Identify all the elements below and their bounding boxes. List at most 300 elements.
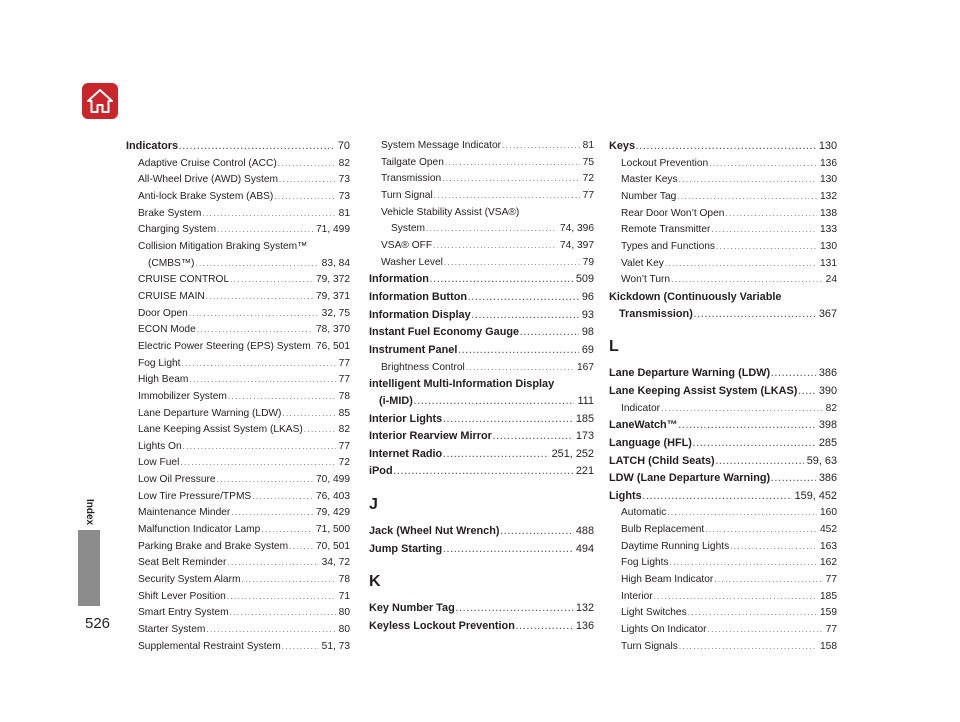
index-entry-page[interactable]: 138: [820, 207, 837, 219]
index-entry-page[interactable]: 251, 252: [551, 447, 594, 460]
dot-leader: [716, 239, 817, 256]
index-entry[interactable]: [369, 155, 594, 172]
index-entry[interactable]: [369, 446, 594, 464]
index-entry-page[interactable]: 70: [337, 140, 350, 152]
index-entry[interactable]: [609, 289, 837, 306]
dot-leader: [206, 622, 335, 639]
index-entry-term: Rear Door Won’t Open: [621, 207, 725, 219]
index-entry[interactable]: [126, 322, 350, 339]
dot-leader: [730, 539, 817, 556]
index-entry[interactable]: [369, 360, 594, 377]
index-entry-term: Charging System: [138, 224, 217, 236]
index-column-3: [609, 138, 837, 655]
index-entry-page[interactable]: 83, 84: [321, 257, 350, 269]
index-entry[interactable]: [126, 555, 350, 572]
index-entry-term: Interior Rearview Mirror: [369, 430, 492, 443]
dot-leader: [230, 605, 336, 622]
index-side-tab[interactable]: [78, 530, 100, 606]
index-entry-page[interactable]: 93: [581, 308, 594, 321]
index-entry-term: High Beam Indicator: [621, 574, 714, 586]
dot-leader: [694, 307, 816, 324]
index-entry-term: Types and Functions: [621, 240, 716, 252]
dot-leader: [705, 522, 817, 539]
index-entry-term: iPod: [369, 465, 393, 478]
index-entry-term: Electric Power Steering (EPS) System: [138, 340, 311, 352]
dot-leader: [643, 489, 792, 506]
index-entry[interactable]: [609, 401, 837, 418]
index-entry-term: Master Keys: [621, 174, 678, 186]
index-entry-term: (i-MID): [379, 394, 413, 407]
index-entry[interactable]: [609, 505, 837, 522]
index-column-2: [369, 138, 594, 636]
index-entry[interactable]: [609, 383, 837, 401]
dot-leader: [217, 472, 313, 489]
index-entry-term: CRUISE MAIN: [138, 290, 205, 302]
index-entry-term: Information Button: [369, 290, 467, 303]
dot-leader: [636, 139, 816, 156]
index-entry[interactable]: [609, 555, 837, 572]
dot-leader: [798, 384, 815, 401]
index-entry[interactable]: [126, 289, 350, 306]
index-entry[interactable]: [126, 138, 350, 156]
dot-leader: [189, 372, 335, 389]
index-entry-page[interactable]: 82: [338, 157, 350, 169]
dot-leader: [282, 406, 335, 423]
index-entry-term: Anti-lock Brake System (ABS): [138, 190, 274, 202]
index-entry[interactable]: [126, 472, 350, 489]
index-entry-page[interactable]: 70, 499: [316, 474, 350, 486]
index-entry[interactable]: [369, 376, 594, 393]
index-entry[interactable]: [369, 523, 594, 541]
index-entry-page[interactable]: 452: [820, 524, 837, 536]
index-entry-term: All-Wheel Drive (AWD) System: [138, 174, 278, 186]
index-entry[interactable]: [609, 539, 837, 556]
index-entry-page[interactable]: 78, 370: [316, 324, 350, 336]
index-entry[interactable]: [609, 435, 837, 453]
index-entry-page[interactable]: 77: [582, 189, 594, 201]
dot-leader: [661, 401, 823, 418]
dot-leader: [671, 272, 823, 289]
index-entry-page[interactable]: 71, 499: [316, 224, 350, 236]
index-entry-term: System: [391, 223, 425, 235]
dot-leader: [312, 339, 313, 356]
index-entry[interactable]: [126, 339, 350, 356]
index-entry-page[interactable]: 80: [338, 607, 350, 619]
index-entry-term: Turn Signal: [381, 189, 433, 201]
index-entry[interactable]: [126, 439, 350, 456]
dot-leader: [458, 343, 579, 360]
index-entry-page[interactable]: 75: [582, 156, 594, 168]
index-entry-term: Bulb Replacement: [621, 524, 705, 536]
index-entry[interactable]: [369, 188, 594, 205]
index-entry[interactable]: [126, 256, 350, 273]
index-letter-heading: L: [609, 338, 619, 356]
dot-leader: [444, 255, 580, 272]
dot-leader: [227, 589, 336, 606]
home-icon: [86, 88, 114, 114]
index-entry-term: Collision Mitigation Braking System™: [138, 240, 308, 252]
index-entry-term: Remote Transmitter: [621, 224, 711, 236]
dot-leader: [217, 222, 313, 239]
dot-leader: [665, 256, 817, 273]
index-entry[interactable]: [369, 255, 594, 272]
index-entry[interactable]: [126, 156, 350, 173]
dot-leader: [472, 308, 579, 325]
index-entry-page[interactable]: 133: [820, 224, 837, 236]
index-entry-page[interactable]: 130: [820, 174, 837, 186]
index-entry[interactable]: [369, 342, 594, 360]
dot-leader: [195, 256, 318, 273]
index-entry-term: Door Open: [138, 307, 188, 319]
index-entry-term: Lane Keeping Assist System (LKAS): [138, 424, 303, 436]
index-entry-page[interactable]: 159, 452: [794, 489, 837, 502]
index-entry[interactable]: [369, 463, 594, 481]
dot-leader: [693, 436, 816, 453]
index-entry-page[interactable]: 185: [820, 590, 837, 602]
index-entry-term: System Message Indicator: [381, 140, 502, 151]
index-entry[interactable]: [126, 372, 350, 389]
index-entry[interactable]: [126, 622, 350, 639]
index-entry-term: (CMBS™): [148, 257, 195, 269]
dot-leader: [180, 455, 335, 472]
index-entry[interactable]: [609, 272, 837, 289]
index-entry-term: intelligent Multi-Information Display: [369, 378, 555, 391]
index-entry-page[interactable]: 77: [338, 440, 350, 452]
index-entry[interactable]: [369, 221, 594, 238]
index-entry[interactable]: [609, 417, 837, 435]
index-entry[interactable]: [609, 222, 837, 239]
index-entry[interactable]: [369, 205, 594, 222]
home-button[interactable]: [82, 83, 118, 119]
index-entry-term: Supplemental Restraint System: [138, 640, 281, 652]
dot-leader: [443, 542, 573, 559]
index-entry[interactable]: [369, 307, 594, 325]
index-entry-page[interactable]: 163: [820, 540, 837, 552]
index-entry-term: Lights On: [138, 440, 182, 452]
index-entry[interactable]: [369, 428, 594, 446]
index-entry-term: Transmission: [381, 173, 442, 185]
index-entry-term: Lights On Indicator: [621, 624, 707, 636]
index-entry-page[interactable]: 130: [818, 140, 837, 152]
index-entry-page[interactable]: 79, 371: [316, 290, 350, 302]
index-entry[interactable]: [126, 389, 350, 406]
index-entry[interactable]: [126, 422, 350, 439]
index-entry-term: Security System Alarm: [138, 574, 241, 586]
index-entry-term: Low Fuel: [138, 457, 180, 469]
index-entry-term: Key Number Tag: [369, 602, 455, 615]
index-entry[interactable]: [126, 189, 350, 206]
index-entry-page[interactable]: 98: [581, 326, 594, 339]
index-entry[interactable]: [609, 206, 837, 223]
index-entry-page[interactable]: 24: [825, 274, 837, 286]
index-entry-page[interactable]: 162: [820, 557, 837, 569]
index-entry-term: Starter System: [138, 624, 206, 636]
index-entry-page[interactable]: 136: [575, 620, 594, 633]
index-entry-term: Transmission): [619, 307, 693, 320]
dot-leader: [261, 522, 313, 539]
index-entry[interactable]: [609, 488, 837, 506]
dot-leader: [197, 322, 313, 339]
index-entry-page[interactable]: 136: [820, 157, 837, 169]
index-entry[interactable]: [609, 453, 837, 471]
index-entry-term: Brightness Control: [381, 361, 465, 373]
index-entry-page[interactable]: 51, 73: [321, 640, 350, 652]
index-entry-term: Indicator: [621, 402, 661, 414]
index-entry-term: Shift Lever Position: [138, 590, 226, 602]
index-entry-page[interactable]: 96: [581, 290, 594, 303]
index-entry[interactable]: [126, 522, 350, 539]
index-entry-term: Adaptive Cruise Control (ACC): [138, 157, 277, 169]
index-entry-page[interactable]: 131: [820, 257, 837, 269]
dot-leader: [202, 206, 335, 223]
index-entry-page[interactable]: 59, 63: [806, 454, 837, 467]
index-entry-term: Information Display: [369, 308, 471, 321]
index-entry-term: Immobilizer System: [138, 390, 227, 402]
index-entry[interactable]: [609, 156, 837, 173]
index-entry-page[interactable]: 130: [820, 240, 837, 252]
dot-leader: [688, 605, 817, 622]
index-entry-page[interactable]: 70, 501: [316, 540, 350, 552]
dot-leader: [443, 412, 573, 429]
index-entry[interactable]: [126, 272, 350, 289]
index-entry[interactable]: [609, 306, 837, 324]
dot-leader: [282, 639, 319, 656]
index-entry[interactable]: [369, 600, 594, 618]
index-entry-page[interactable]: 386: [818, 472, 837, 485]
dot-leader: [179, 139, 335, 156]
index-entry-page[interactable]: 82: [338, 424, 350, 436]
index-entry-page[interactable]: 78: [338, 390, 350, 402]
dot-leader: [516, 619, 573, 636]
dot-leader: [445, 155, 580, 172]
index-entry[interactable]: [126, 505, 350, 522]
dot-leader: [206, 289, 313, 306]
index-entry-page[interactable]: 78: [338, 574, 350, 586]
index-entry-page[interactable]: 390: [818, 384, 837, 397]
dot-leader: [426, 221, 557, 238]
index-entry[interactable]: [126, 489, 350, 506]
index-entry-page[interactable]: 80: [338, 624, 350, 636]
index-entry-page[interactable]: 77: [338, 374, 350, 386]
index-entry-term: Turn Signals: [621, 640, 678, 652]
index-entry[interactable]: [609, 572, 837, 589]
dot-leader: [714, 572, 822, 589]
index-entry-page[interactable]: 79, 372: [316, 274, 350, 286]
index-entry-page[interactable]: 74, 397: [560, 239, 594, 251]
index-entry[interactable]: [369, 289, 594, 307]
index-entry-page[interactable]: 221: [575, 465, 594, 478]
index-entry-page[interactable]: 386: [818, 367, 837, 380]
index-entry-page[interactable]: 73: [338, 190, 350, 202]
index-entry[interactable]: [609, 138, 837, 156]
dot-leader: [501, 524, 573, 541]
dot-leader: [228, 389, 336, 406]
dot-leader: [443, 447, 548, 464]
index-entry[interactable]: [369, 171, 594, 188]
index-entry-page[interactable]: 367: [818, 307, 837, 320]
index-entry[interactable]: [126, 222, 350, 239]
index-entry[interactable]: [126, 639, 350, 656]
dot-leader: [442, 171, 579, 188]
index-entry-term: Automatic: [621, 507, 667, 519]
index-entry-page[interactable]: 69: [581, 343, 594, 356]
index-letter-heading: K: [369, 573, 381, 591]
index-entry-page[interactable]: 76, 403: [316, 490, 350, 502]
index-entry-page[interactable]: 167: [577, 361, 594, 373]
index-entry-term: Information: [369, 273, 429, 286]
dot-leader: [679, 639, 817, 656]
index-entry-term: Washer Level: [381, 256, 443, 268]
index-entry-term: Brake System: [138, 207, 202, 219]
index-entry[interactable]: [609, 189, 837, 206]
index-entry-page[interactable]: 81: [582, 140, 594, 151]
index-entry-page[interactable]: 185: [575, 412, 594, 425]
index-entry[interactable]: [126, 172, 350, 189]
index-entry-term: LaneWatch™: [609, 419, 678, 432]
index-entry[interactable]: [126, 306, 350, 323]
index-entry-page[interactable]: 159: [820, 607, 837, 619]
index-entry-term: Lane Departure Warning (LDW): [609, 367, 771, 380]
index-entry-term: High Beam: [138, 374, 189, 386]
index-entry[interactable]: [369, 393, 594, 411]
index-entry-term: Interior: [621, 590, 653, 602]
dot-leader: [670, 555, 817, 572]
index-entry-page[interactable]: 132: [575, 602, 594, 615]
index-entry[interactable]: [609, 365, 837, 383]
index-entry[interactable]: [609, 256, 837, 273]
dot-leader: [430, 272, 573, 289]
index-entry-page[interactable]: 85: [338, 407, 350, 419]
index-entry[interactable]: [369, 618, 594, 636]
index-entry-term: Lane Departure Warning (LDW): [138, 407, 282, 419]
dot-leader: [771, 471, 816, 488]
index-entry-term: Malfunction Indicator Lamp: [138, 524, 261, 536]
index-entry-term: Fog Light: [138, 357, 181, 369]
index-entry-page[interactable]: 72: [582, 173, 594, 185]
index-entry-page[interactable]: 74, 396: [560, 223, 594, 235]
dot-leader: [466, 360, 574, 377]
index-entry-page[interactable]: 77: [338, 357, 350, 369]
index-entry[interactable]: [126, 589, 350, 606]
index-entry-term: Won’t Turn: [621, 274, 671, 286]
index-entry-page[interactable]: 494: [575, 542, 594, 555]
index-entry[interactable]: [126, 539, 350, 556]
dot-leader: [227, 555, 318, 572]
index-entry[interactable]: [609, 172, 837, 189]
index-entry-term: Keys: [609, 140, 636, 152]
index-entry-page[interactable]: 73: [338, 174, 350, 186]
index-entry-term: LATCH (Child Seats): [609, 454, 715, 467]
index-entry-term: Low Oil Pressure: [138, 474, 216, 486]
index-entry[interactable]: [126, 406, 350, 423]
dot-leader: [279, 172, 336, 189]
index-entry[interactable]: [609, 522, 837, 539]
dot-leader: [289, 539, 313, 556]
dot-leader: [468, 290, 579, 307]
dot-leader: [181, 356, 335, 373]
index-entry-page[interactable]: 160: [820, 507, 837, 519]
index-entry-page[interactable]: 509: [575, 273, 594, 286]
index-entry[interactable]: [126, 605, 350, 622]
index-entry[interactable]: [369, 541, 594, 559]
index-entry[interactable]: [369, 138, 594, 155]
dot-leader: [771, 366, 816, 383]
index-entry-term: Lane Keeping Assist System (LKAS): [609, 384, 798, 397]
dot-leader: [708, 622, 823, 639]
index-entry[interactable]: [126, 455, 350, 472]
index-entry-page[interactable]: 77: [825, 574, 837, 586]
dot-leader: [679, 418, 816, 435]
index-entry-page[interactable]: 285: [818, 436, 837, 449]
index-entry-page[interactable]: 398: [818, 419, 837, 432]
index-entry[interactable]: [609, 622, 837, 639]
index-entry-term: Low Tire Pressure/TPMS: [138, 490, 252, 502]
index-tab-label: Index: [84, 499, 95, 526]
index-entry-term: Number Tag: [621, 190, 677, 202]
index-entry-page[interactable]: 72: [338, 457, 350, 469]
dot-leader: [189, 306, 319, 323]
index-entry-page[interactable]: 71, 500: [316, 524, 350, 536]
index-entry[interactable]: [609, 589, 837, 606]
index-entry-page[interactable]: 76, 501: [316, 340, 350, 352]
index-entry-term: Light Switches: [621, 607, 687, 619]
index-entry[interactable]: [126, 356, 350, 373]
index-entry-page[interactable]: 81: [338, 207, 350, 219]
index-entry-page[interactable]: 82: [825, 402, 837, 414]
index-entry-page[interactable]: 158: [820, 640, 837, 652]
index-entry-page[interactable]: 173: [575, 430, 594, 443]
index-entry-term: Parking Brake and Brake System: [138, 540, 289, 552]
index-entry-page[interactable]: 488: [575, 525, 594, 538]
dot-leader: [183, 439, 336, 456]
index-entry-term: Lights: [609, 489, 642, 502]
dot-leader: [654, 589, 817, 606]
index-entry[interactable]: [609, 639, 837, 656]
index-entry-term: Kickdown (Continuously Variable: [609, 290, 782, 303]
index-entry-term: Daytime Running Lights: [621, 540, 730, 552]
index-entry-page[interactable]: 111: [577, 394, 594, 407]
index-entry-page[interactable]: 79: [582, 256, 594, 268]
index-entry[interactable]: [369, 271, 594, 289]
index-entry-page[interactable]: 132: [820, 190, 837, 202]
index-entry-term: Tailgate Open: [381, 156, 444, 168]
index-entry-page[interactable]: 79, 429: [316, 507, 350, 519]
dot-leader: [667, 505, 817, 522]
dot-leader: [394, 464, 573, 481]
dot-leader: [278, 156, 336, 173]
index-entry[interactable]: [369, 238, 594, 255]
index-entry-page[interactable]: 71: [338, 590, 350, 602]
index-entry[interactable]: [126, 206, 350, 223]
index-entry-page[interactable]: 32, 75: [321, 307, 350, 319]
index-entry[interactable]: [126, 239, 350, 256]
index-entry-page[interactable]: 77: [825, 624, 837, 636]
index-entry[interactable]: [609, 605, 837, 622]
dot-leader: [304, 422, 336, 439]
index-entry-term: VSA® OFF: [381, 239, 433, 251]
index-entry[interactable]: [369, 411, 594, 429]
index-entry[interactable]: [126, 572, 350, 589]
index-entry[interactable]: [609, 239, 837, 256]
index-entry[interactable]: [369, 324, 594, 342]
index-entry[interactable]: [609, 470, 837, 488]
index-entry-term: Instant Fuel Economy Gauge: [369, 326, 520, 339]
index-entry-page[interactable]: 34, 72: [321, 557, 350, 569]
index-entry-term: Jump Starting: [369, 542, 443, 555]
dot-leader: [679, 172, 817, 189]
index-entry-term: Jack (Wheel Nut Wrench): [369, 525, 500, 538]
dot-leader: [252, 489, 313, 506]
